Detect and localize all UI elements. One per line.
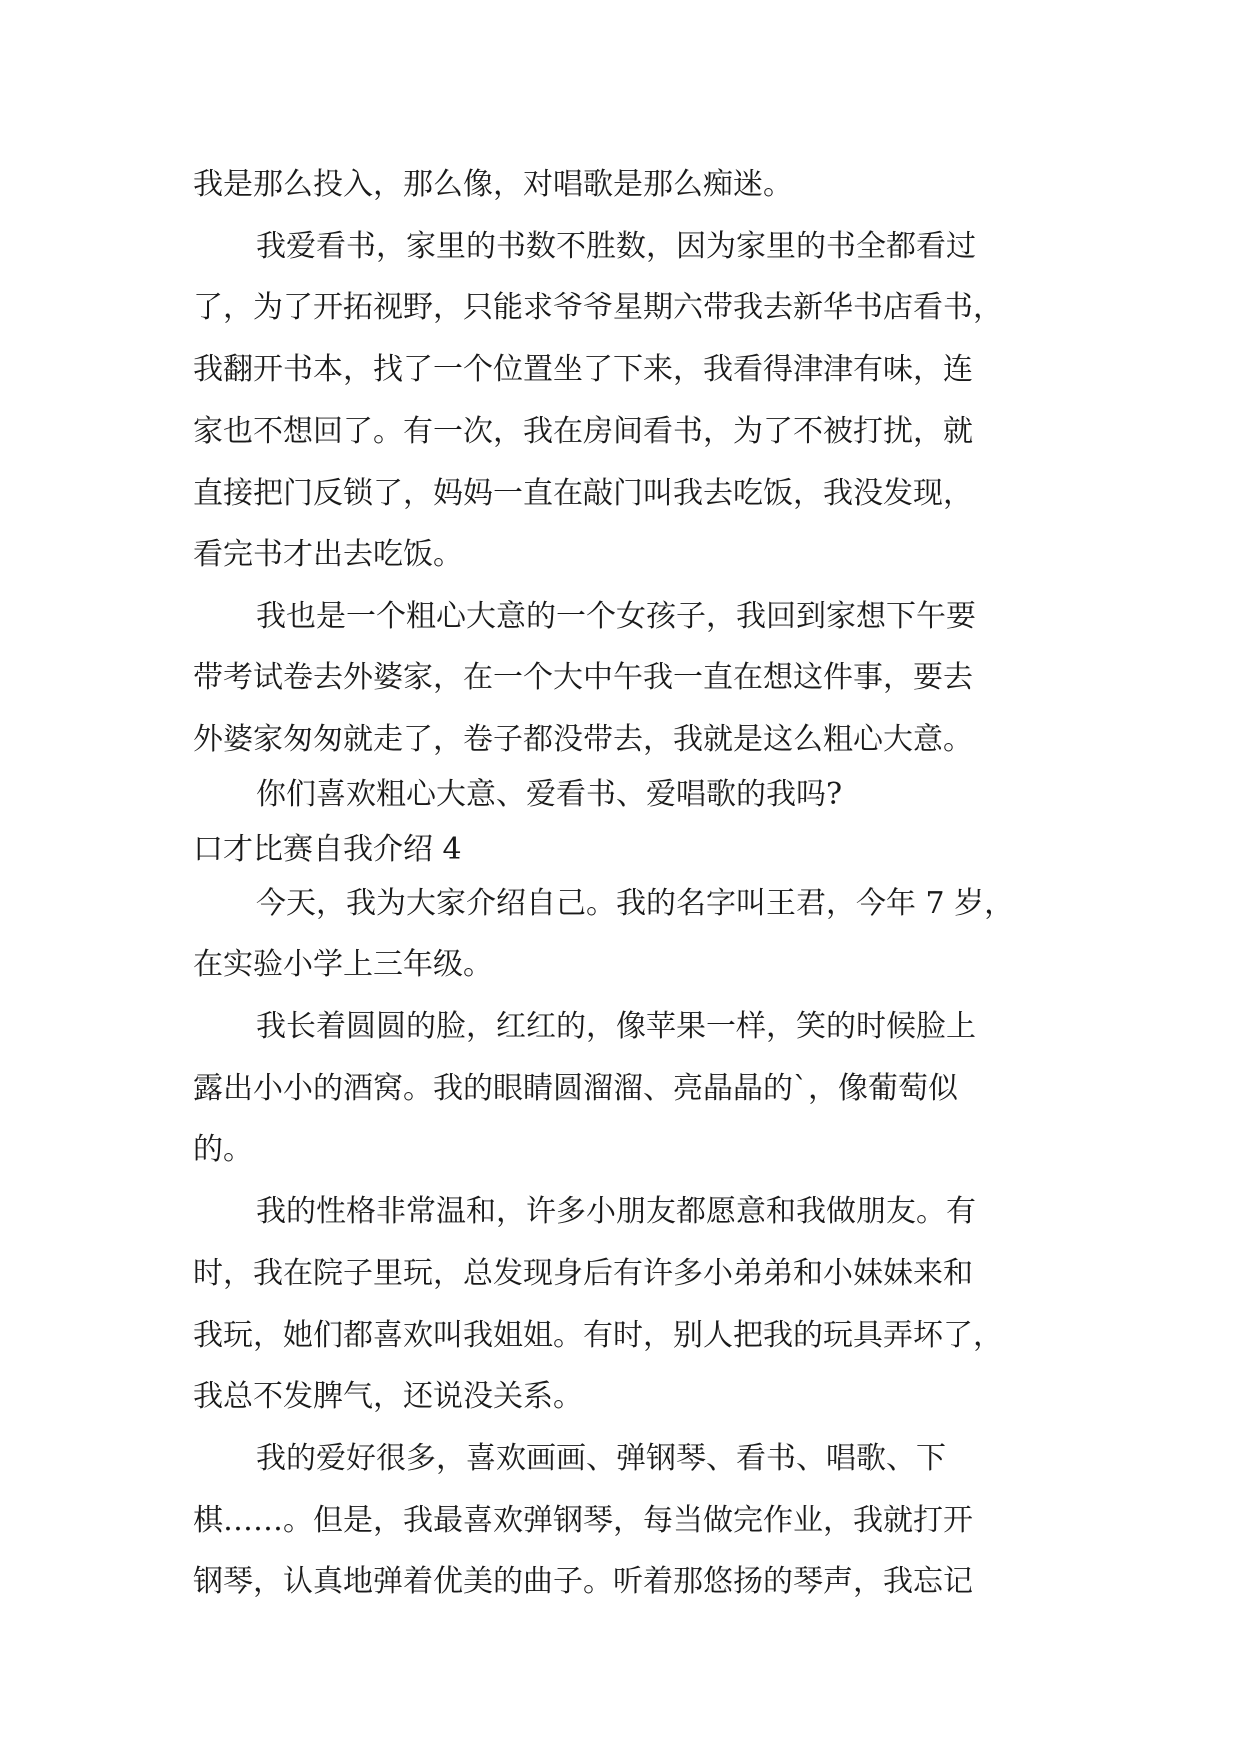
text-line: 我是那么投入，那么像，对唱歌是那么痴迷。 (193, 167, 793, 202)
text-line: 带考试卷去外婆家，在一个大中午我一直在想这件事，要去 (193, 660, 973, 695)
text-line: 外婆家匆匆就走了，卷子都没带去，我就是这么粗心大意。 (193, 722, 973, 757)
paragraph-start: 我爱看书，家里的书数不胜数，因为家里的书全都看过 (256, 229, 976, 264)
text-line: 露出小小的酒窝。我的眼睛圆溜溜、亮晶晶的`，像葡萄似 (193, 1071, 958, 1106)
text-line: 了，为了开拓视野，只能求爷爷星期六带我去新华书店看书， (193, 290, 1003, 325)
text-line: 家也不想回了。有一次，我在房间看书，为了不被打扰，就 (193, 414, 973, 449)
text-line: 我翻开书本，找了一个位置坐了下来，我看得津津有味，连 (193, 352, 973, 387)
text-line: 时，我在院子里玩，总发现身后有许多小弟弟和小妹妹来和 (193, 1256, 973, 1291)
text-line: 的。 (193, 1132, 253, 1167)
text-line: 在实验小学上三年级。 (193, 947, 493, 982)
text-line: 看完书才出去吃饭。 (193, 537, 463, 572)
paragraph-start: 我的爱好很多，喜欢画画、弹钢琴、看书、唱歌、下 (256, 1441, 946, 1476)
paragraph-start: 今天，我为大家介绍自己。我的名字叫王君，今年 7 岁， (256, 886, 1015, 921)
text-line: 我玩，她们都喜欢叫我姐姐。有时，别人把我的玩具弄坏了， (193, 1318, 1003, 1353)
paragraph-start: 你们喜欢粗心大意、爱看书、爱唱歌的我吗? (256, 777, 843, 812)
text-line: 直接把门反锁了，妈妈一直在敲门叫我去吃饭，我没发现， (193, 476, 973, 511)
text-line: 我总不发脾气，还说没关系。 (193, 1379, 583, 1414)
paragraph-start: 我长着圆圆的脸，红红的，像苹果一样，笑的时候脸上 (256, 1009, 976, 1044)
text-line: 棋……。但是，我最喜欢弹钢琴，每当做完作业，我就打开 (193, 1503, 973, 1538)
text-line: 钢琴，认真地弹着优美的曲子。听着那悠扬的琴声，我忘记 (193, 1564, 973, 1599)
paragraph-start: 我也是一个粗心大意的一个女孩子，我回到家想下午要 (256, 599, 976, 634)
paragraph-start: 我的性格非常温和，许多小朋友都愿意和我做朋友。有 (256, 1194, 976, 1229)
section-heading: 口才比赛自我介绍 4 (193, 832, 462, 867)
